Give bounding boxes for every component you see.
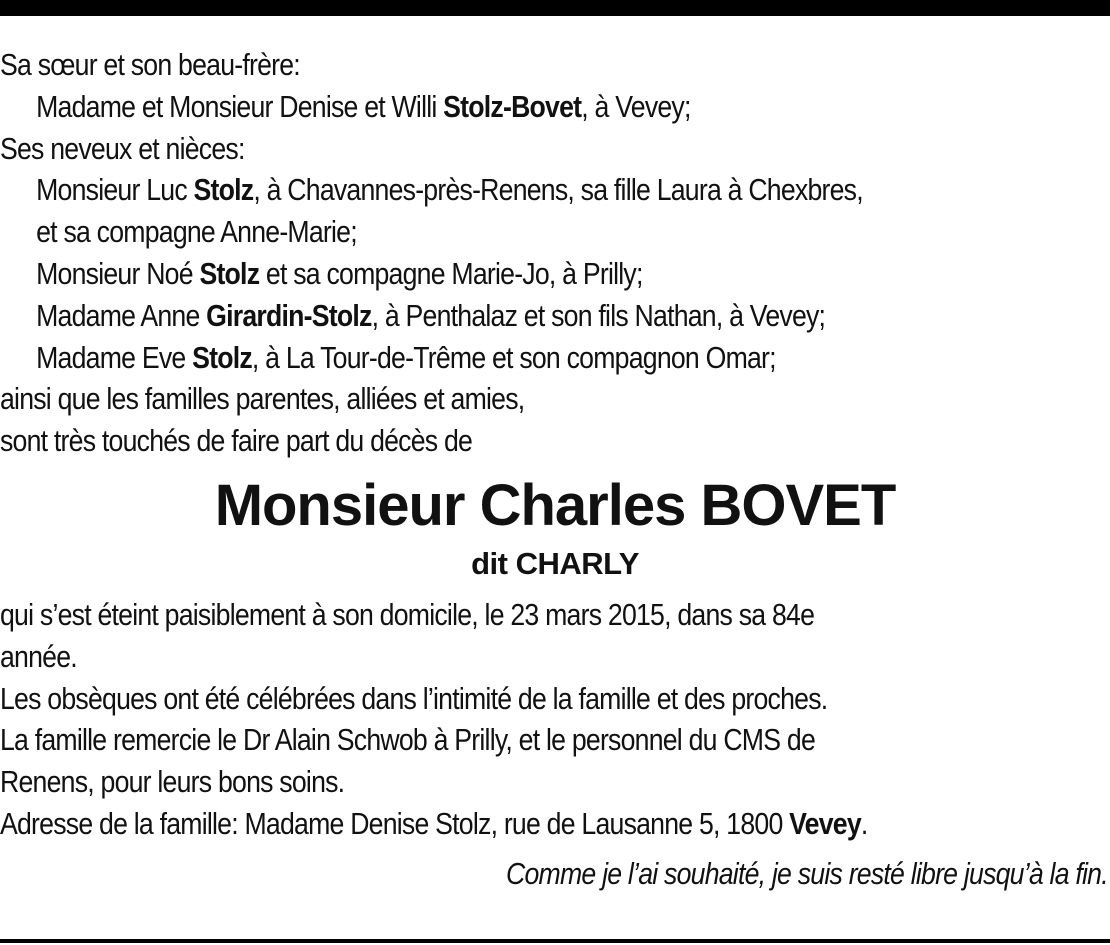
address-text: Adresse de la famille: Madame Denise Stolz, rue de Lausanne 5, 1800 xyxy=(0,805,790,841)
announcement-line: sont très touchés de faire part du décès de xyxy=(0,423,473,459)
details-line-year: année. xyxy=(0,638,77,674)
survivor-line-anne xyxy=(0,295,955,337)
survivor-surname: Stolz xyxy=(192,339,252,375)
survivor-surname: Stolz-Bovet xyxy=(443,88,582,124)
survivor-text: et sa compagne Marie-Jo, à Prilly; xyxy=(259,255,643,291)
survivor-text: Monsieur Luc xyxy=(36,172,194,208)
deceased-name: Monsieur Charles BOVET xyxy=(214,472,896,538)
address-city: Vevey xyxy=(789,805,861,841)
survivor-line-eve xyxy=(0,337,955,379)
survivor-line-luc xyxy=(0,169,955,211)
death-notice xyxy=(0,44,1110,845)
survivor-text: , à La Tour-de-Trême et son compagnon Omar; xyxy=(251,339,776,375)
survivor-text: Madame Eve xyxy=(36,339,193,375)
survivor-text: Madame et Monsieur Denise et Willi xyxy=(36,88,444,124)
survivor-line-noe xyxy=(0,253,955,295)
details-line-death: qui s’est éteint paisiblement à son domicile, le 23 mars 2015, dans sa 84e xyxy=(0,596,815,632)
closing-quote: Comme je l’ai souhaité, je suis resté libre jusqu’à la fin. xyxy=(506,856,1108,891)
top-border-rule xyxy=(0,0,1110,16)
survivor-text: , à Vevey; xyxy=(581,88,691,124)
survivors-families-line: ainsi que les familles parentes, alliées et amies, xyxy=(0,381,525,417)
details-line-thanks: La famille remercie le Dr Alain Schwob à Prilly, et le personnel du CMS de xyxy=(0,722,815,758)
spacer xyxy=(0,584,1110,594)
survivor-surname: Stolz xyxy=(193,172,254,208)
address-text: . xyxy=(860,805,868,841)
survivors-heading-sister: Sa sœur et son beau-frère: xyxy=(0,47,300,82)
details-line-thanks-cont: Renens, pour leurs bons soins. xyxy=(0,764,345,800)
survivor-line-luc-cont: et sa compagne Anne-Marie; xyxy=(36,214,357,250)
survivor-text: Monsieur Noé xyxy=(36,255,200,291)
survivor-text: Madame Anne xyxy=(36,297,207,333)
survivors-heading-nephews: Ses neveux et nièces: xyxy=(0,130,245,166)
survivor-line-sister xyxy=(0,86,955,128)
bottom-border-rule xyxy=(0,939,1110,943)
survivor-surname: Girardin-Stolz xyxy=(206,297,372,333)
survivor-text: , à Chavannes-près-Renens, sa fille Laura à Chexbres, xyxy=(253,172,863,208)
deceased-nickname: dit CHARLY xyxy=(471,545,639,581)
survivor-text: , à Penthalaz et son fils Nathan, à Vevey; xyxy=(371,297,826,333)
details-line-address xyxy=(0,803,955,845)
survivor-surname: Stolz xyxy=(199,255,260,291)
details-line-funeral: Les obsèques ont été célébrées dans l’intimité de la famille et des proches. xyxy=(0,680,828,716)
